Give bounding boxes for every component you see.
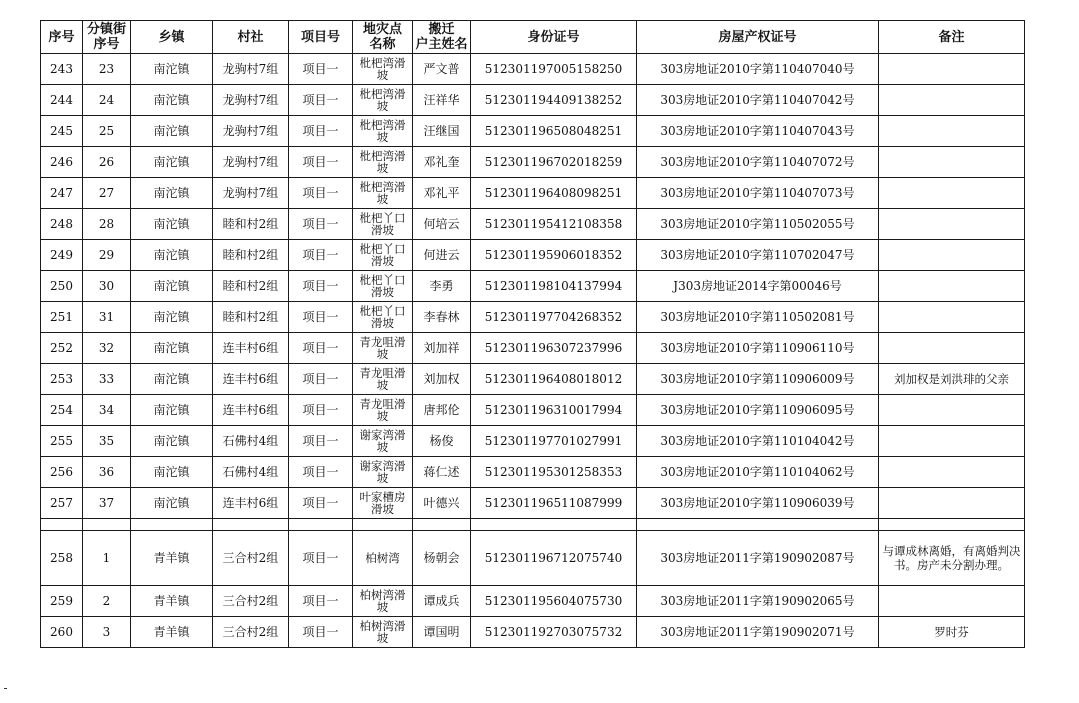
cell-id-number: 512301195906018352: [471, 240, 637, 271]
cell-owner: 杨朝会: [413, 531, 471, 586]
cell-site: 枇杷丫口滑坡: [353, 209, 413, 240]
cell-seq: 255: [41, 426, 83, 457]
empty-cell: [131, 519, 213, 531]
cell-town: 南沱镇: [131, 271, 213, 302]
cell-owner: 刘加权: [413, 364, 471, 395]
cell-sub-seq: 27: [83, 178, 131, 209]
cell-owner: 汪继国: [413, 116, 471, 147]
cell-property-cert: 303房地证2010字第110702047号: [637, 240, 879, 271]
cell-id-number: 512301197701027991: [471, 426, 637, 457]
cell-property-cert: 303房地证2010字第110407043号: [637, 116, 879, 147]
table-row: [41, 586, 1025, 617]
cell-project: 项目一: [289, 116, 353, 147]
cell-town: 南沱镇: [131, 209, 213, 240]
cell-site: 青龙咀滑坡: [353, 364, 413, 395]
cell-site: 枇杷湾滑坡: [353, 54, 413, 85]
cell-seq: 253: [41, 364, 83, 395]
table-row: [41, 457, 1025, 488]
cell-property-cert: 303房地证2011字第190902087号: [637, 531, 879, 586]
cell-note: 罗时芬: [879, 617, 1025, 648]
table-row: [41, 209, 1025, 240]
cell-village: 龙驹村7组: [213, 54, 289, 85]
cell-owner: 何培云: [413, 209, 471, 240]
cell-id-number: 512301196408018012: [471, 364, 637, 395]
table-row: [41, 395, 1025, 426]
empty-cell: [83, 519, 131, 531]
blank-separator-row: [41, 519, 1025, 531]
table-row: [41, 302, 1025, 333]
cell-note: [879, 302, 1025, 333]
cell-village: 龙驹村7组: [213, 85, 289, 116]
cell-project: 项目一: [289, 364, 353, 395]
cell-seq: 251: [41, 302, 83, 333]
cell-owner: 叶德兴: [413, 488, 471, 519]
cell-village: 龙驹村7组: [213, 147, 289, 178]
cell-owner: 严文普: [413, 54, 471, 85]
table-row: [41, 333, 1025, 364]
cell-id-number: 512301194409138252: [471, 85, 637, 116]
table-row: [41, 488, 1025, 519]
cell-seq: 244: [41, 85, 83, 116]
cell-village: 三合村2组: [213, 617, 289, 648]
cell-property-cert: 303房地证2010字第110407040号: [637, 54, 879, 85]
empty-cell: [41, 519, 83, 531]
cell-id-number: 512301195604075730: [471, 586, 637, 617]
cell-seq: 246: [41, 147, 83, 178]
cell-village: 连丰村6组: [213, 488, 289, 519]
cell-property-cert: 303房地证2010字第110502081号: [637, 302, 879, 333]
cell-seq: 259: [41, 586, 83, 617]
cell-project: 项目一: [289, 302, 353, 333]
cell-id-number: 512301196508048251: [471, 116, 637, 147]
cell-note: [879, 586, 1025, 617]
cell-village: 睦和村2组: [213, 302, 289, 333]
cell-seq: 260: [41, 617, 83, 648]
empty-cell: [637, 519, 879, 531]
cell-site: 青龙咀滑坡: [353, 333, 413, 364]
cell-owner: 刘加祥: [413, 333, 471, 364]
header-owner: 搬迁 户主姓名: [413, 21, 471, 54]
cell-seq: 252: [41, 333, 83, 364]
cell-village: 睦和村2组: [213, 240, 289, 271]
cell-seq: 249: [41, 240, 83, 271]
cell-seq: 257: [41, 488, 83, 519]
cell-note: [879, 54, 1025, 85]
cell-owner: 邓礼平: [413, 178, 471, 209]
cell-seq: 248: [41, 209, 83, 240]
cell-town: 南沱镇: [131, 302, 213, 333]
cell-site: 枇杷湾滑坡: [353, 147, 413, 178]
cell-project: 项目一: [289, 586, 353, 617]
cell-sub-seq: 37: [83, 488, 131, 519]
header-town: 乡镇: [131, 21, 213, 54]
cell-seq: 243: [41, 54, 83, 85]
cell-project: 项目一: [289, 147, 353, 178]
cell-property-cert: 303房地证2010字第110407073号: [637, 178, 879, 209]
cell-project: 项目一: [289, 209, 353, 240]
relocation-table-page: [40, 20, 1025, 648]
cell-note: [879, 116, 1025, 147]
cell-sub-seq: 29: [83, 240, 131, 271]
cell-id-number: 512301196307237996: [471, 333, 637, 364]
empty-cell: [213, 519, 289, 531]
cell-owner: 邓礼奎: [413, 147, 471, 178]
table-row: [41, 116, 1025, 147]
cell-sub-seq: 26: [83, 147, 131, 178]
cell-town: 南沱镇: [131, 147, 213, 178]
cell-project: 项目一: [289, 271, 353, 302]
cell-id-number: 512301196511087999: [471, 488, 637, 519]
cell-id-number: 512301196712075740: [471, 531, 637, 586]
cell-seq: 256: [41, 457, 83, 488]
cell-sub-seq: 32: [83, 333, 131, 364]
header-project: 项目号: [289, 21, 353, 54]
cell-sub-seq: 3: [83, 617, 131, 648]
cell-sub-seq: 34: [83, 395, 131, 426]
cell-site: 枇杷丫口滑坡: [353, 271, 413, 302]
cell-village: 睦和村2组: [213, 271, 289, 302]
cell-seq: 247: [41, 178, 83, 209]
cell-seq: 258: [41, 531, 83, 586]
cell-note: 刘加权是刘洪琲的父亲: [879, 364, 1025, 395]
cell-sub-seq: 1: [83, 531, 131, 586]
cell-project: 项目一: [289, 178, 353, 209]
cell-id-number: 512301195301258353: [471, 457, 637, 488]
cell-site: 枇杷丫口滑坡: [353, 240, 413, 271]
cell-project: 项目一: [289, 426, 353, 457]
empty-cell: [353, 519, 413, 531]
cell-property-cert: J303房地证2014字第00046号: [637, 271, 879, 302]
cell-town: 青羊镇: [131, 586, 213, 617]
cell-town: 南沱镇: [131, 116, 213, 147]
header-note: 备注: [879, 21, 1025, 54]
table-row: [41, 617, 1025, 648]
cell-property-cert: 303房地证2010字第110104062号: [637, 457, 879, 488]
cell-owner: 李春林: [413, 302, 471, 333]
cell-village: 三合村2组: [213, 531, 289, 586]
cell-village: 连丰村6组: [213, 364, 289, 395]
cell-site: 枇杷湾滑坡: [353, 178, 413, 209]
cell-note: [879, 333, 1025, 364]
cell-note: [879, 395, 1025, 426]
cell-property-cert: 303房地证2010字第110906009号: [637, 364, 879, 395]
cell-project: 项目一: [289, 531, 353, 586]
cell-village: 睦和村2组: [213, 209, 289, 240]
cell-site: 柏树湾: [353, 531, 413, 586]
cell-note: 与谭成林离婚，有离婚判决书。房产未分割办理。: [879, 531, 1025, 586]
table-row: [41, 531, 1025, 586]
cell-seq: 250: [41, 271, 83, 302]
table-row: [41, 426, 1025, 457]
cell-owner: 何进云: [413, 240, 471, 271]
table-row: [41, 364, 1025, 395]
cell-id-number: 512301196310017994: [471, 395, 637, 426]
cell-town: 南沱镇: [131, 240, 213, 271]
cell-site: 柏树湾滑坡: [353, 617, 413, 648]
cell-property-cert: 303房地证2010字第110906095号: [637, 395, 879, 426]
cell-id-number: 512301198104137994: [471, 271, 637, 302]
cell-project: 项目一: [289, 85, 353, 116]
header-village: 村社: [213, 21, 289, 54]
cell-sub-seq: 36: [83, 457, 131, 488]
table-row: [41, 147, 1025, 178]
cell-note: [879, 209, 1025, 240]
cell-note: [879, 457, 1025, 488]
cell-village: 连丰村6组: [213, 333, 289, 364]
cell-town: 南沱镇: [131, 54, 213, 85]
empty-cell: [471, 519, 637, 531]
cell-village: 石佛村4组: [213, 426, 289, 457]
cell-site: 谢家湾滑坡: [353, 426, 413, 457]
cell-village: 连丰村6组: [213, 395, 289, 426]
cell-owner: 李勇: [413, 271, 471, 302]
cell-note: [879, 488, 1025, 519]
cell-village: 石佛村4组: [213, 457, 289, 488]
empty-cell: [879, 519, 1025, 531]
cell-site: 柏树湾滑坡: [353, 586, 413, 617]
cell-site: 叶家槽房滑坡: [353, 488, 413, 519]
header-site: 地灾点 名称: [353, 21, 413, 54]
cell-note: [879, 178, 1025, 209]
cell-village: 龙驹村7组: [213, 178, 289, 209]
cell-town: 南沱镇: [131, 178, 213, 209]
table-row: [41, 54, 1025, 85]
cell-sub-seq: 31: [83, 302, 131, 333]
cell-project: 项目一: [289, 395, 353, 426]
cell-town: 南沱镇: [131, 426, 213, 457]
cell-site: 枇杷湾滑坡: [353, 85, 413, 116]
cell-sub-seq: 30: [83, 271, 131, 302]
cell-property-cert: 303房地证2010字第110407042号: [637, 85, 879, 116]
cell-property-cert: 303房地证2011字第190902071号: [637, 617, 879, 648]
cell-site: 枇杷丫口滑坡: [353, 302, 413, 333]
cell-owner: 杨俊: [413, 426, 471, 457]
cell-town: 青羊镇: [131, 617, 213, 648]
cell-property-cert: 303房地证2010字第110502055号: [637, 209, 879, 240]
cell-project: 项目一: [289, 54, 353, 85]
cell-id-number: 512301195412108358: [471, 209, 637, 240]
cell-sub-seq: 28: [83, 209, 131, 240]
cell-site: 枇杷湾滑坡: [353, 116, 413, 147]
cell-town: 青羊镇: [131, 531, 213, 586]
cell-note: [879, 240, 1025, 271]
cell-id-number: 512301196408098251: [471, 178, 637, 209]
cell-seq: 254: [41, 395, 83, 426]
header-id-number: 身份证号: [471, 21, 637, 54]
cell-note: [879, 271, 1025, 302]
cell-id-number: 512301196702018259: [471, 147, 637, 178]
scan-edge-mark: [4, 688, 7, 689]
table-row: [41, 240, 1025, 271]
cell-site: 青龙咀滑坡: [353, 395, 413, 426]
table-row: [41, 271, 1025, 302]
cell-sub-seq: 23: [83, 54, 131, 85]
cell-property-cert: 303房地证2011字第190902065号: [637, 586, 879, 617]
cell-town: 南沱镇: [131, 364, 213, 395]
cell-project: 项目一: [289, 617, 353, 648]
header-row: [41, 21, 1025, 54]
cell-village: 龙驹村7组: [213, 116, 289, 147]
cell-note: [879, 85, 1025, 116]
cell-owner: 唐邦伦: [413, 395, 471, 426]
cell-town: 南沱镇: [131, 395, 213, 426]
cell-property-cert: 303房地证2010字第110906039号: [637, 488, 879, 519]
cell-id-number: 512301192703075732: [471, 617, 637, 648]
cell-note: [879, 147, 1025, 178]
table-body: [41, 54, 1025, 648]
cell-sub-seq: 35: [83, 426, 131, 457]
header-sub-seq: 分镇街 序号: [83, 21, 131, 54]
empty-cell: [289, 519, 353, 531]
cell-id-number: 512301197005158250: [471, 54, 637, 85]
cell-town: 南沱镇: [131, 488, 213, 519]
cell-property-cert: 303房地证2010字第110104042号: [637, 426, 879, 457]
cell-project: 项目一: [289, 488, 353, 519]
cell-seq: 245: [41, 116, 83, 147]
cell-sub-seq: 33: [83, 364, 131, 395]
empty-cell: [413, 519, 471, 531]
cell-town: 南沱镇: [131, 333, 213, 364]
cell-town: 南沱镇: [131, 457, 213, 488]
cell-village: 三合村2组: [213, 586, 289, 617]
cell-sub-seq: 2: [83, 586, 131, 617]
cell-project: 项目一: [289, 333, 353, 364]
header-seq: 序号: [41, 21, 83, 54]
cell-property-cert: 303房地证2010字第110407072号: [637, 147, 879, 178]
cell-owner: 谭国明: [413, 617, 471, 648]
cell-sub-seq: 24: [83, 85, 131, 116]
cell-project: 项目一: [289, 457, 353, 488]
cell-note: [879, 426, 1025, 457]
cell-owner: 汪祥华: [413, 85, 471, 116]
table-row: [41, 85, 1025, 116]
cell-sub-seq: 25: [83, 116, 131, 147]
cell-site: 谢家湾滑坡: [353, 457, 413, 488]
relocation-table: [40, 20, 1025, 648]
table-row: [41, 178, 1025, 209]
cell-owner: 谭成兵: [413, 586, 471, 617]
cell-id-number: 512301197704268352: [471, 302, 637, 333]
header-property-cert: 房屋产权证号: [637, 21, 879, 54]
cell-town: 南沱镇: [131, 85, 213, 116]
cell-property-cert: 303房地证2010字第110906110号: [637, 333, 879, 364]
cell-owner: 蒋仁述: [413, 457, 471, 488]
cell-project: 项目一: [289, 240, 353, 271]
